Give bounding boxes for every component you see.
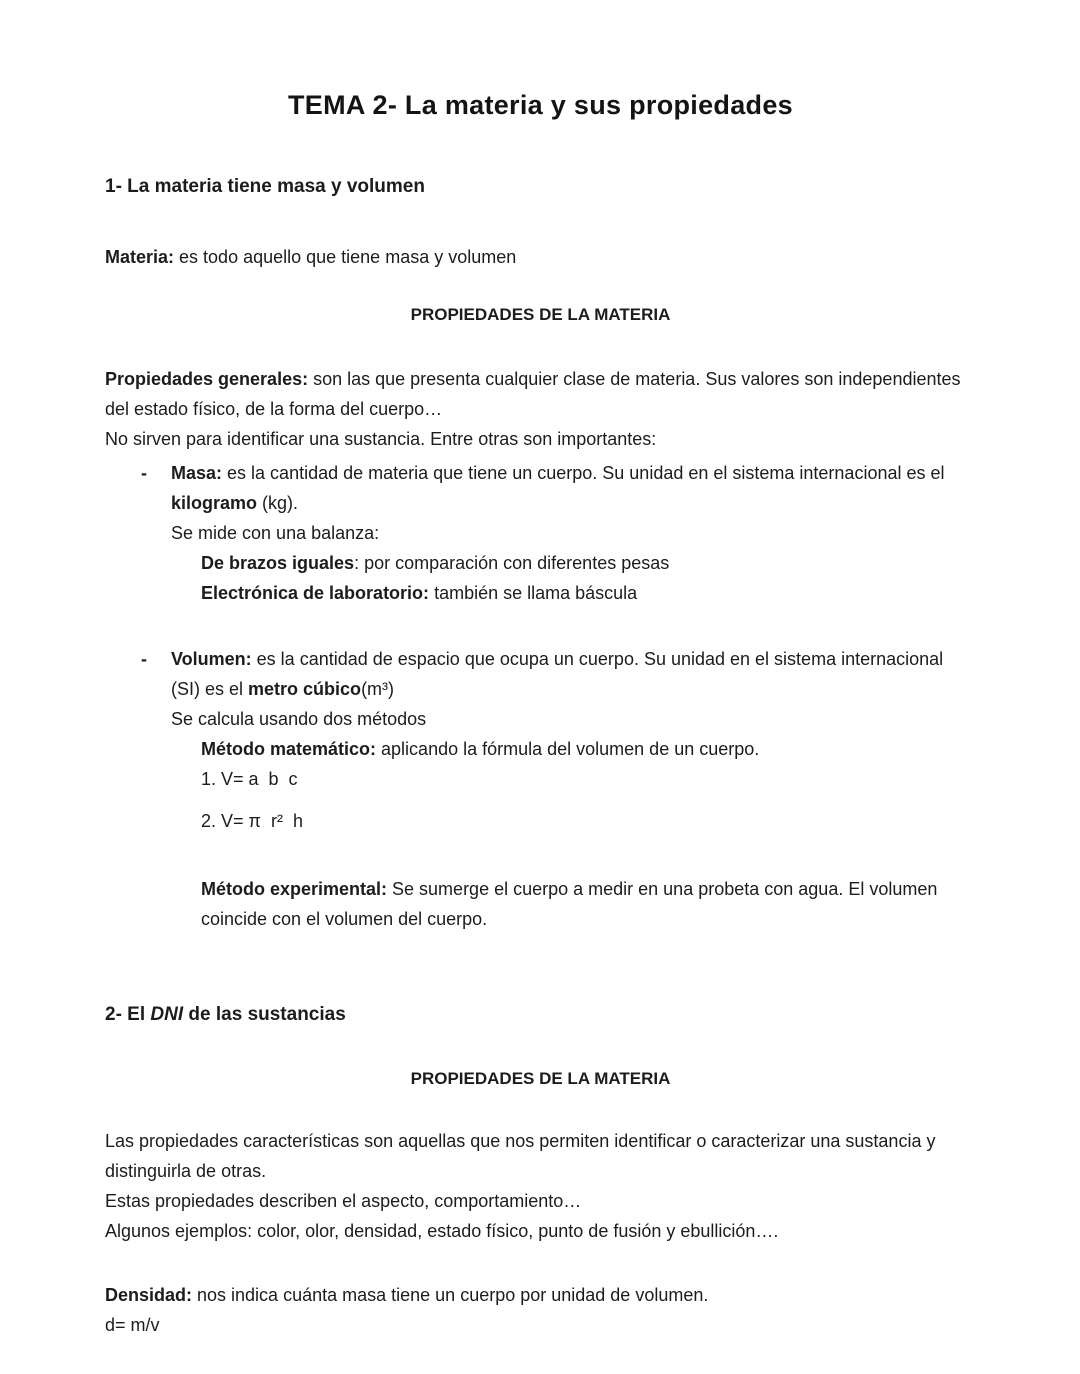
propiedades-generales-block (105, 364, 976, 454)
bullet-dash: - (141, 463, 147, 483)
materia-term: Materia: (105, 247, 175, 267)
metodo-matematico-block (201, 734, 976, 836)
section2-heading-pre: 2- El (105, 1004, 151, 1025)
metro-cubico-term: metro cúbico (248, 679, 362, 699)
matematico-text: aplicando la fórmula del volumen de un cuerpo. (376, 739, 760, 759)
document-title: TEMA 2- La materia y sus propiedades (288, 90, 793, 120)
masa-paragraph (171, 458, 976, 518)
matematico-line (201, 734, 976, 764)
volumen-bullet-content (171, 644, 976, 934)
brazos-term: De brazos iguales (201, 553, 355, 573)
kilogramo-term: kilogramo (171, 493, 258, 513)
materia-definition (105, 242, 976, 272)
volumen-bullet (105, 644, 976, 934)
section1-heading: 1- La materia tiene masa y volumen (105, 176, 425, 197)
masa-bullet (105, 458, 976, 608)
masa-term: Masa: (171, 463, 223, 483)
densidad-formula: d= m/v (105, 1315, 160, 1335)
masa-measure-line: Se mide con una balanza: (171, 523, 380, 543)
electronica-line (201, 578, 976, 608)
section2-subheading: PROPIEDADES DE LA MATERIA (410, 1069, 671, 1088)
caracteristicas-paragraph: Las propiedades características son aquellas que nos permiten identificar o caracterizar una sustancia y distinguirla de otras. (105, 1131, 936, 1181)
electronica-term: Electrónica de laboratorio: (201, 583, 430, 603)
volumen-text2: (m³) (361, 679, 395, 699)
volume-formula-2: 2. V= π r² h (201, 811, 303, 831)
volumen-term: Volumen: (171, 649, 252, 669)
volumen-paragraph (171, 644, 976, 704)
section2-heading-post: de las sustancias (183, 1004, 346, 1025)
generales-text: son las que presenta cualquier clase de materia. Sus valores son independientes del estado físico, de la forma del cuerpo… (105, 369, 961, 419)
volume-formula-1: 1. V= a b c (201, 769, 298, 789)
caracteristicas-block (105, 1126, 976, 1246)
volumen-text1: es la cantidad de espacio que ocupa un cuerpo. Su unidad en el sistema internacional (SI) es el (171, 649, 944, 699)
volumen-calc-line: Se calcula usando dos métodos (171, 709, 427, 729)
densidad-block (105, 1280, 976, 1340)
ejemplos-line: Algunos ejemplos: color, olor, densidad, estado físico, punto de fusión y ebullición…. (105, 1221, 779, 1241)
balanza-types (201, 548, 976, 608)
electronica-text: también se llama báscula (429, 583, 638, 603)
experimental-text: Se sumerge el cuerpo a medir en una probeta con agua. El volumen coincide con el volumen del cuerpo. (201, 879, 938, 929)
section1-subheading: PROPIEDADES DE LA MATERIA (410, 305, 671, 324)
densidad-term: Densidad: (105, 1285, 193, 1305)
densidad-text: nos indica cuánta masa tiene un cuerpo por unidad de volumen. (192, 1285, 709, 1305)
brazos-line (201, 548, 976, 578)
generales-note: No sirven para identificar una sustancia. Entre otras son importantes: (105, 429, 657, 449)
densidad-paragraph (105, 1280, 976, 1310)
matematico-term: Método matemático: (201, 739, 377, 759)
metodo-experimental-paragraph (201, 874, 976, 934)
masa-text1: es la cantidad de materia que tiene un cuerpo. Su unidad en el sistema internacional es el (222, 463, 945, 483)
dni-acronym: DNI (150, 1004, 184, 1025)
section2-heading (105, 1002, 976, 1028)
materia-text: es todo aquello que tiene masa y volumen (174, 247, 517, 267)
aspecto-line: Estas propiedades describen el aspecto, comportamiento… (105, 1191, 582, 1211)
brazos-text: : por comparación con diferentes pesas (354, 553, 670, 573)
generales-paragraph (105, 364, 976, 424)
generales-term: Propiedades generales: (105, 369, 309, 389)
experimental-term: Método experimental: (201, 879, 388, 899)
masa-bullet-content (171, 458, 976, 608)
bullet-dash: - (141, 649, 147, 669)
masa-text2: (kg). (257, 493, 299, 513)
